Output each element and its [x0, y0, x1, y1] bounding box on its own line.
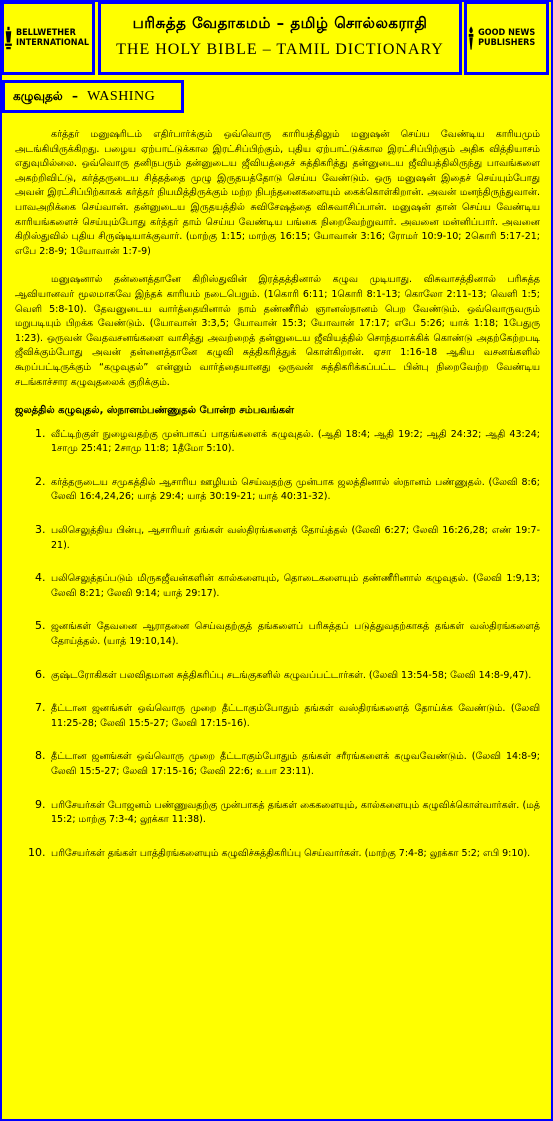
- subheading: ஜலத்தில் கழுவுதல், ஸ்நானம்பண்ணுதல் போன்ற சம்பவங்கள்: [15, 405, 295, 417]
- list-item: 4. பலிசெலுத்தப்படும் மிருகஜீவன்களின் கால்களையும், தொடைகளையும் தண்ணீரினால் கழுவுதல். (லேவி 1:9,13; லேவி 8:21; லேவி 9:14; யாத் 29:17).: [49, 571, 540, 601]
- list-item: 8. தீட்டான ஜனங்கள் ஒவ்வொரு முறை தீட்டாகும்போதும் தங்கள் சரீரங்களைக் கழுவவேண்டும். (லேவி 14:8-9; லேவி 15:5-27; லேவி 17:15-16; லேவி 22:6; உபா 23:11).: [49, 749, 540, 779]
- list-item: 2. கர்த்தருடைய சமுகத்தில் ஆசாரிய ஊழியம் செய்வதற்கு முன்பாக ஜலத்தினால் ஸ்நானம் பண்ணுதல். (லேவி 8:6; லேவி 16:4,24,26; யாத் 29:4; யாத் 30:19-21; யாத் 40:31-32).: [49, 475, 540, 505]
- right-logo-text: GOOD NEWS PUBLISHERS: [478, 28, 536, 48]
- entry-tamil: கழுவுதல்: [13, 89, 63, 103]
- entry-title: [2, 80, 184, 113]
- list-item: 5. ஜனங்கள் தேவனை ஆராதனை செய்வதற்குத் தங்களைப் பரிசுத்தப் படுத்துவதற்காகத் தங்கள் வஸ்திரங்களைத் தோய்த்தல். (யாத் 19:10,14).: [49, 619, 540, 649]
- list-item: 7. தீட்டான ஜனங்கள் ஒவ்வொரு முறை தீட்டாகும்போதும் தங்கள் வஸ்திரங்களைத் தோய்க்க வேண்டும். (லேவி 11:25-28; லேவி 15:5-27; லேவி 17:15-16).: [49, 701, 540, 731]
- entry-english: WASHING: [87, 89, 156, 104]
- list-item: 9. பரிசேயர்கள் போஜனம் பண்ணுவதற்கு முன்பாகத் தங்கள் கைகளையும், கால்களையும் கழுவிக்கொள்வார்கள். (மத் 15:2; மாற்கு 7:3-4; லூக்கா 11:38).: [49, 798, 540, 828]
- lamp-icon: [4, 16, 13, 60]
- entry-separator: –: [71, 89, 78, 103]
- list-item: 3. பலிசெலுத்திய பின்பு, ஆசாரியர் தங்கள் வஸ்திரங்களைத் தோய்த்தல் (லேவி 6:27; லேவி 16:26,28; எண் 19:7-21).: [49, 523, 540, 553]
- header-title-box: [98, 1, 462, 75]
- title-tamil: பரிசுத்த வேதாகமம் – தமிழ் சொல்லகராதி: [132, 14, 428, 32]
- list-item: 6. குஷ்டரோகிகள் பலவிதமான சுத்திகரிப்பு சடங்குகளில் கழுவப்பட்டார்கள். (லேவி 13:54-58; லேவி 14:8-9,47).: [49, 668, 540, 684]
- washing-list: [15, 427, 540, 862]
- list-item: 1. வீட்டிற்குள் நுழைவதற்கு முன்பாகப் பாதங்களைக் கழுவுதல். (ஆதி 18:4; ஆதி 19:2; ஆதி 24:32; ஆதி 43:24; 1சாமு 25:41; 2சாமு 11:8; 1தீமோ 5:10).: [49, 427, 540, 457]
- good-news-logo-box: [464, 1, 549, 75]
- entry-body: [15, 128, 540, 879]
- bellwether-logo-box: [1, 1, 95, 75]
- left-logo-text: BELLWETHER INTERNATIONAL: [15, 28, 90, 48]
- list-item: 10. பரிசேயர்கள் தங்கள் பாத்திரங்களையும் கழுவிச்சுத்திகரிப்பு செய்வார்கள். (மாற்கு 7:4-8; லூக்கா 5:2; எபி 9:10).: [49, 846, 540, 862]
- torch-icon: [467, 16, 475, 60]
- paragraph: கர்த்தர் மனுஷரிடம் எதிர்பார்க்கும் ஒவ்வொரு காரியத்திலும் மனுஷன் செய்ய வேண்டிய காரியமும் அடங்கியிருக்கிறது. பழைய ஏற்பாட்டுக்கால இரட்சிப்பிற்கும், புதிய ஏற்பாட்டுக்கால இரட்சிப்பிற்கும் அதிக வித்தியாசம் எதுவுமில்லை. ஒவ்வொரு தனிநபரும் தன்னுடைய ஜீவியத்தைச் சுத்திகரித்து தன்னுடைய ஜீவியத்திலிருந்து பாவங்களை அகற்றிவிட்டு, கர்த்தருடைய சித்தத்தை முழு இருதயத்தோடு செய்ய வேண்டும். ஒரு மனுஷன் இதைச் செய்யும்போது அவன் இரட்சிப்பிற்காகக் கர்த்தர் நியமித்திருக்கும் மற்ற நிபந்தனைகளையும் கைக்கொள்கிறான். அவன் மனந்திருந்துவான். பாவஅறிக்கை செய்வான். தன்னுடைய இருதயத்தில் சுவிசேஷத்தை விசுவாசிப்பான். மனுஷன் தான் செய்ய வேண்டிய காரியங்களைச் செய்யும்போது கர்த்தர் தாம் செய்ய வேண்டிய பங்கை நிறைவேற்றுவார். அவனை மன்னிப்பார். அவனை கிறிஸ்துவில் புதிய சிருஷ்டியாக்குவார். (மாற்கு 1:15; மாற்கு 16:15; யோவான் 3:16; ரோமர் 10:9-10; 2கொரி 5:17-21; எபே 2:8-9; 1யோவான் 1:7-9): [15, 129, 540, 257]
- paragraph: மனுஷனால் தன்னைத்தானே கிறிஸ்துவின் இரத்தத்தினால் கழுவ முடியாது. விசுவாசத்தினால் பரிசுத்த ஆவியானவர் மூலமாகவே இந்தக் காரியம் நடைபெறும். (1கொரி 6:11; 1கொரி 8:1-13; கொலோ 2:11-13; வெளி 1:5; வெளி 5:8-10). தேவனுடைய வார்த்தையினால் நாம் தண்ணீரில் ஞானஸ்நானம் பெற வேண்டும். ஒவ்வொருவரும் மறுபடியும் பிறக்க வேண்டும். (யோவான் 3:3,5; யோவான் 15:3; யோவான் 17:17; எபே 5:26; யாக் 1:18; 1பேதுரு 1:23). ஒருவன் வேதவசனங்களை வாசித்து அவற்றைத் தன்னுடைய ஜீவியத்தில் சொந்தமாக்கிக் கொண்டு அதற்கேற்றபடி ஜீவிக்கும்போது அவன் தன்னைத்தானே கழுவி சுத்திகரித்துக் கொள்கிறான். ஏசா 1:16-18 ஆகிய வசனங்களில் கூறப்பட்டிருக்கும் “கழுவுதல்” என்னும் வார்த்தையானது ஒருவன் சுத்திகரிக்கப்பட்ட பின்பு நிறைவேற்ற வேண்டிய சடங்காச்சார கழுவுதலைக் குறிக்கும்.: [15, 274, 540, 388]
- title-english: THE HOLY BIBLE – TAMIL DICTIONARY: [116, 41, 444, 58]
